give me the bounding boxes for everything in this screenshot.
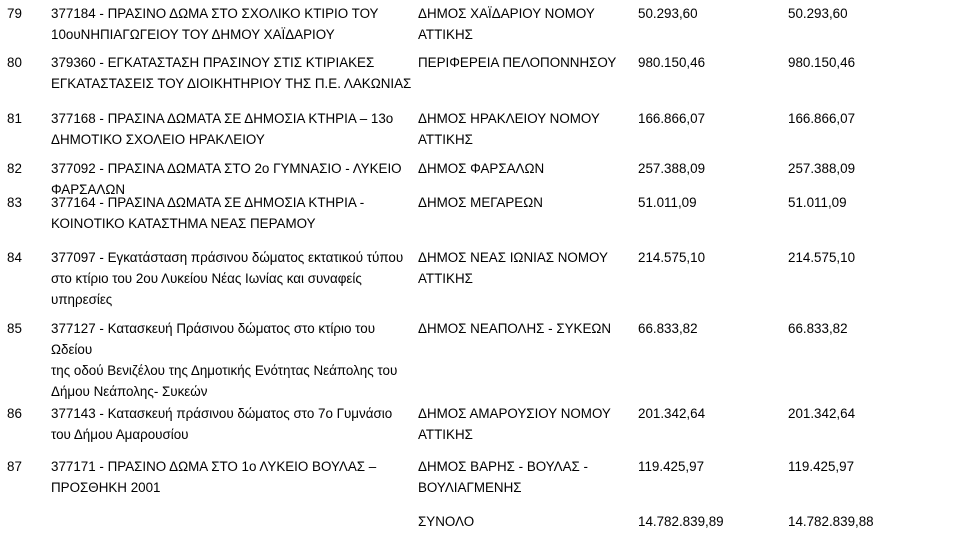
amount-public-expenditure: 50.293,60 xyxy=(788,6,848,21)
description-line: 377097 - Εγκατάσταση πράσινου δώματος εκτατικού τύπου xyxy=(51,250,404,265)
amount-budget: 166.866,07 xyxy=(638,111,706,126)
beneficiary xyxy=(418,456,588,498)
total-amount-2: 14.782.839,88 xyxy=(788,514,874,529)
beneficiary-line: ΑΤΤΙΚΗΣ xyxy=(418,271,473,286)
amount-budget: 201.342,64 xyxy=(638,406,706,421)
row-number: 87 xyxy=(7,459,22,474)
beneficiary-line: ΔΗΜΟΣ ΝΕΑΠΟΛΗΣ - ΣΥΚΕΩΝ xyxy=(418,321,612,336)
amount-budget: 257.388,09 xyxy=(638,161,706,176)
amount-budget: 51.011,09 xyxy=(638,195,697,210)
amount-budget: 50.293,60 xyxy=(638,6,698,21)
beneficiary-line: ΔΗΜΟΣ ΜΕΓΑΡΕΩΝ xyxy=(418,195,543,210)
beneficiary-line: ΒΟΥΛΙΑΓΜΕΝΗΣ xyxy=(418,480,522,495)
amount-public-expenditure: 51.011,09 xyxy=(788,195,847,210)
description-line: 377164 - ΠΡΑΣΙΝΑ ΔΩΜΑΤΑ ΣΕ ΔΗΜΟΣΙΑ ΚΤΗΡΙΑ - xyxy=(51,195,365,210)
amount-public-expenditure: 201.342,64 xyxy=(788,406,856,421)
description-line: 377171 - ΠΡΑΣΙΝΟ ΔΩΜΑ ΣΤΟ 1ο ΛΥΚΕΙΟ ΒΟΥΛΑΣ – xyxy=(51,459,377,474)
description-line: ΕΓΚΑΤΑΣΤΑΣΕΙΣ ΤΟΥ ΔΙΟΙΚΗΤΗΡΙΟΥ ΤΗΣ Π.Ε. ΛΑΚΩΝΙΑΣ xyxy=(51,76,412,91)
description-line: της οδού Βενιζέλου της Δημοτικής Ενότητας Νεάπολης του xyxy=(51,363,398,378)
description-line: 379360 - ΕΓΚΑΤΑΣΤΑΣΗ ΠΡΑΣΙΝΟΥ ΣΤΙΣ ΚΤΙΡΙΑΚΕΣ xyxy=(51,55,375,70)
description-line: υπηρεσίες xyxy=(51,292,113,307)
beneficiary xyxy=(418,108,600,150)
project-description xyxy=(51,247,403,310)
amount-budget: 980.150,46 xyxy=(638,55,706,70)
total-row xyxy=(0,511,959,533)
total-label: ΣΥΝΟΛΟ xyxy=(418,514,475,529)
row-number: 85 xyxy=(7,321,22,336)
beneficiary xyxy=(418,403,611,445)
description-line: ΔΗΜΟΤΙΚΟ ΣΧΟΛΕΙΟ ΗΡΑΚΛΕΙΟΥ xyxy=(51,132,265,147)
description-line: 377143 - Κατασκευή πράσινου δώματος στο 7ο Γυμνάσιο xyxy=(51,406,393,421)
project-description xyxy=(51,318,397,402)
project-description xyxy=(51,3,379,45)
row-number: 79 xyxy=(7,6,22,21)
beneficiary-line: ΠΕΡΙΦΕΡΕΙΑ ΠΕΛΟΠΟΝΝΗΣΟΥ xyxy=(418,55,617,70)
description-line: στο κτίριο του 2ου Λυκείου Νέας Ιωνίας και συναφείς xyxy=(51,271,362,286)
project-description xyxy=(51,403,392,445)
amount-budget: 66.833,82 xyxy=(638,321,698,336)
project-description xyxy=(51,108,393,150)
amount-public-expenditure: 980.150,46 xyxy=(788,55,856,70)
description-line: ΚΟΙΝΟΤΙΚΟ ΚΑΤΑΣΤΗΜΑ ΝΕΑΣ ΠΕΡΑΜΟΥ xyxy=(51,216,316,231)
beneficiary-line: ΔΗΜΟΣ ΗΡΑΚΛΕΙΟΥ ΝΟΜΟΥ xyxy=(418,111,600,126)
project-description xyxy=(51,456,376,498)
project-description xyxy=(51,192,364,234)
row-number: 82 xyxy=(7,161,22,176)
beneficiary-line: ΑΤΤΙΚΗΣ xyxy=(418,27,473,42)
row-number: 84 xyxy=(7,250,22,265)
beneficiary-line: ΑΤΤΙΚΗΣ xyxy=(418,132,473,147)
row-number: 80 xyxy=(7,55,22,70)
description-line: 377092 - ΠΡΑΣΙΝΑ ΔΩΜΑΤΑ ΣΤΟ 2ο ΓΥΜΝΑΣΙΟ - ΛΥΚΕΙΟ xyxy=(51,161,402,176)
description-line: 10ουΝΗΠΙΑΓΩΓΕΙΟΥ ΤΟΥ ΔΗΜΟΥ ΧΑΪΔΑΡΙΟΥ xyxy=(51,27,335,42)
amount-budget: 214.575,10 xyxy=(638,250,706,265)
beneficiary xyxy=(418,52,616,73)
beneficiary xyxy=(418,158,544,179)
beneficiary-line: ΔΗΜΟΣ ΒΑΡΗΣ - ΒΟΥΛΑΣ - xyxy=(418,459,589,474)
amount-public-expenditure: 166.866,07 xyxy=(788,111,856,126)
description-line: 377127 - Κατασκευή Πράσινου δώματος στο κτίριο του xyxy=(51,321,376,336)
beneficiary xyxy=(418,192,543,213)
beneficiary xyxy=(418,318,611,339)
description-line: ΦΑΡΣΑΛΩΝ xyxy=(51,182,125,197)
amount-public-expenditure: 257.388,09 xyxy=(788,161,856,176)
beneficiary-line: ΔΗΜΟΣ ΑΜΑΡΟΥΣΙΟΥ ΝΟΜΟΥ xyxy=(418,406,611,421)
beneficiary-line: ΑΤΤΙΚΗΣ xyxy=(418,427,473,442)
row-number: 83 xyxy=(7,195,22,210)
total-amount-1: 14.782.839,89 xyxy=(638,514,724,529)
beneficiary-line: ΔΗΜΟΣ ΦΑΡΣΑΛΩΝ xyxy=(418,161,545,176)
amount-public-expenditure: 66.833,82 xyxy=(788,321,848,336)
description-line: ΠΡΟΣΘΗΚΗ 2001 xyxy=(51,480,161,495)
description-line: Δήμου Νεάπολης- Συκεών xyxy=(51,384,208,399)
beneficiary-line: ΔΗΜΟΣ ΝΕΑΣ ΙΩΝΙΑΣ ΝΟΜΟΥ xyxy=(418,250,608,265)
description-line: 377184 - ΠΡΑΣΙΝΟ ΔΩΜΑ ΣΤΟ ΣΧΟΛΙΚΟ ΚΤΙΡΙΟ ΤΟΥ xyxy=(51,6,379,21)
description-line: 377168 - ΠΡΑΣΙΝΑ ΔΩΜΑΤΑ ΣΕ ΔΗΜΟΣΙΑ ΚΤΗΡΙΑ – 13ο xyxy=(51,111,394,126)
beneficiary xyxy=(418,247,608,289)
description-line: Ωδείου xyxy=(51,342,93,357)
row-number: 86 xyxy=(7,406,22,421)
beneficiary-line: ΔΗΜΟΣ ΧΑΪΔΑΡΙΟΥ ΝΟΜΟΥ xyxy=(418,6,595,21)
amount-public-expenditure: 119.425,97 xyxy=(788,459,855,474)
beneficiary xyxy=(418,3,595,45)
description-line: του Δήμου Αμαρουσίου xyxy=(51,427,189,442)
amount-public-expenditure: 214.575,10 xyxy=(788,250,856,265)
project-description xyxy=(51,52,411,94)
row-number: 81 xyxy=(7,111,22,126)
amount-budget: 119.425,97 xyxy=(638,459,705,474)
